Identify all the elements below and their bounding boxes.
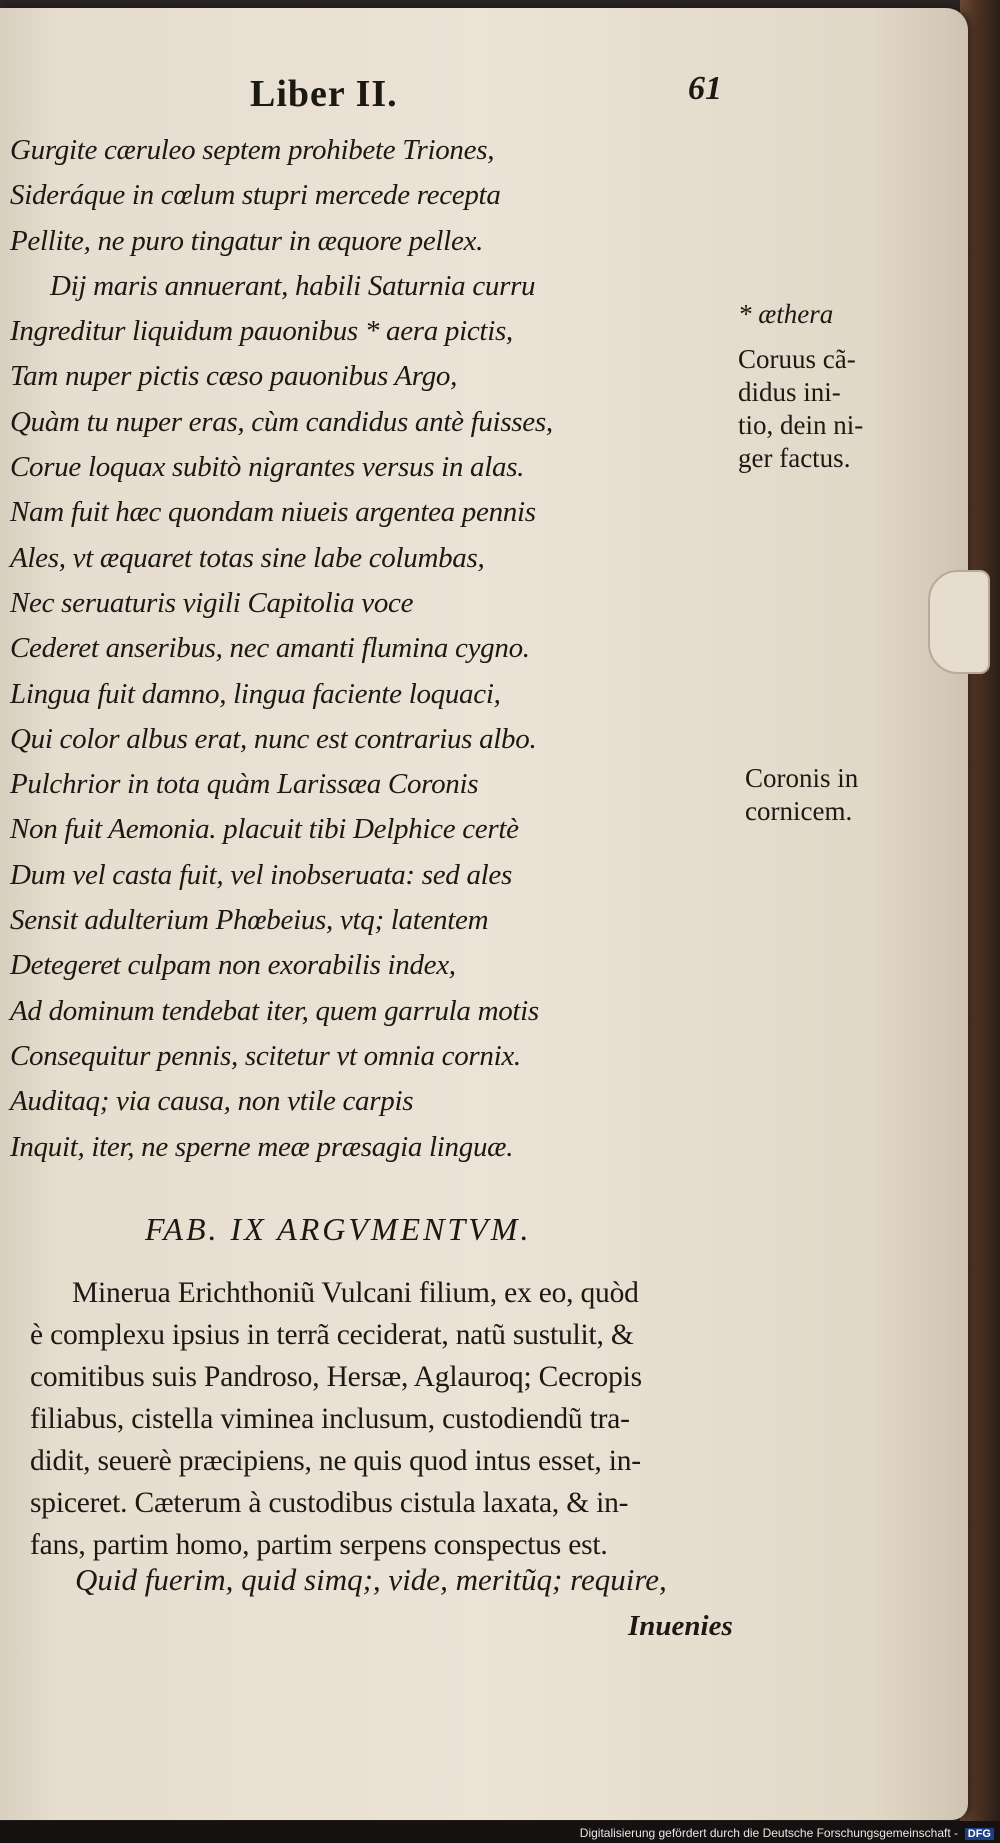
- verse-block: [10, 128, 740, 1170]
- argument-line: didit, seuerè præcipiens, ne quis quod intus esset, in-: [30, 1445, 641, 1477]
- verse-line: Dum vel casta fuit, vel inobseruata: sed ales: [10, 858, 512, 891]
- verse-line: Sideráque in cœlum stupri mercede recepta: [10, 179, 501, 212]
- verse-line: Gurgite cæruleo septem prohibete Triones,: [10, 134, 495, 166]
- margin-note: cornicem.: [745, 796, 853, 826]
- closing-verse: Quid fuerim, quid simq;, vide, meritũq; require,: [75, 1562, 667, 1597]
- digitization-credit: Digitalisierung gefördert durch die Deutsche Forschungsgemeinschaft -: [579, 1826, 958, 1840]
- verse-line: Pulchrior in tota quàm Larissæa Coronis: [10, 768, 479, 801]
- verse-line: Quàm tu nuper eras, cùm candidus antè fuisses,: [10, 405, 553, 438]
- verse-line: Sensit adulterium Phœbeius, vtq; latentem: [10, 904, 489, 937]
- running-head: Liber II.: [250, 73, 398, 115]
- argument-line: spiceret. Cæterum à custodibus cistula laxata, & in-: [30, 1487, 629, 1519]
- verse-line: Dij maris annuerant, habili Saturnia curru: [50, 269, 536, 302]
- dfg-logo: DFG: [965, 1828, 994, 1840]
- verse-line: Tam nuper pictis cæso pauonibus Argo,: [10, 360, 458, 393]
- verse-line: Ales, vt æquaret totas sine labe columbas,: [10, 541, 485, 574]
- verse-line: Ad dominum tendebat iter, quem garrula motis: [10, 994, 539, 1027]
- verse-line: Corue loquax subitò nigrantes versus in alas.: [10, 451, 525, 484]
- margin-note: tio, dein ni-: [738, 410, 864, 440]
- verse-line: Ingreditur liquidum pauonibus * aera pictis,: [10, 315, 513, 348]
- verse-line: Inquit, iter, ne sperne meæ præsagia linguæ.: [10, 1130, 514, 1163]
- verse-line: Cederet anseribus, nec amanti flumina cygno.: [10, 632, 530, 665]
- verse-line: Qui color albus erat, nunc est contrarius albo.: [10, 722, 537, 755]
- verse-line: Non fuit Aemonia. placuit tibi Delphice certè: [10, 813, 519, 846]
- argument-paragraph: [30, 1272, 748, 1566]
- margin-note: Coronis in: [745, 763, 859, 793]
- argument-line: comitibus suis Pandroso, Hersæ, Aglauroq; Cecropis: [30, 1361, 642, 1393]
- margin-note: ger factus.: [738, 443, 851, 473]
- margin-note: Coruus cã-: [738, 344, 856, 374]
- catchword: Inuenies: [628, 1610, 733, 1642]
- argument-line: Minerua Erichthoniũ Vulcani filium, ex eo, quòd: [72, 1277, 639, 1309]
- verse-line: Auditaq; via causa, non vtile carpis: [10, 1085, 414, 1118]
- argument-line: fans, partim homo, partim serpens conspectus est.: [30, 1529, 608, 1561]
- verse-line: Consequitur pennis, scitetur vt omnia cornix.: [10, 1039, 521, 1072]
- verse-line: Pellite, ne puro tingatur in æquore pellex.: [10, 224, 484, 257]
- argument-line: è complexu ipsius in terrã ceciderat, natũ sustulit, &: [30, 1319, 634, 1351]
- fable-heading: FAB. IX ARGVMENTVM.: [145, 1211, 532, 1247]
- margin-note: didus ini-: [738, 377, 841, 407]
- verse-line: Detegeret culpam non exorabilis index,: [10, 949, 456, 982]
- margin-gloss: * æthera: [738, 299, 834, 329]
- verse-line: Nam fuit hæc quondam niueis argentea pennis: [10, 496, 536, 529]
- argument-line: filiabus, cistella viminea inclusum, custodiendũ tra-: [30, 1403, 630, 1435]
- page-tab: [928, 570, 990, 674]
- page-number: 61: [688, 70, 722, 107]
- verse-line: Lingua fuit damno, lingua faciente loquaci,: [10, 677, 501, 710]
- verse-line: Nec seruaturis vigili Capitolia voce: [10, 586, 414, 619]
